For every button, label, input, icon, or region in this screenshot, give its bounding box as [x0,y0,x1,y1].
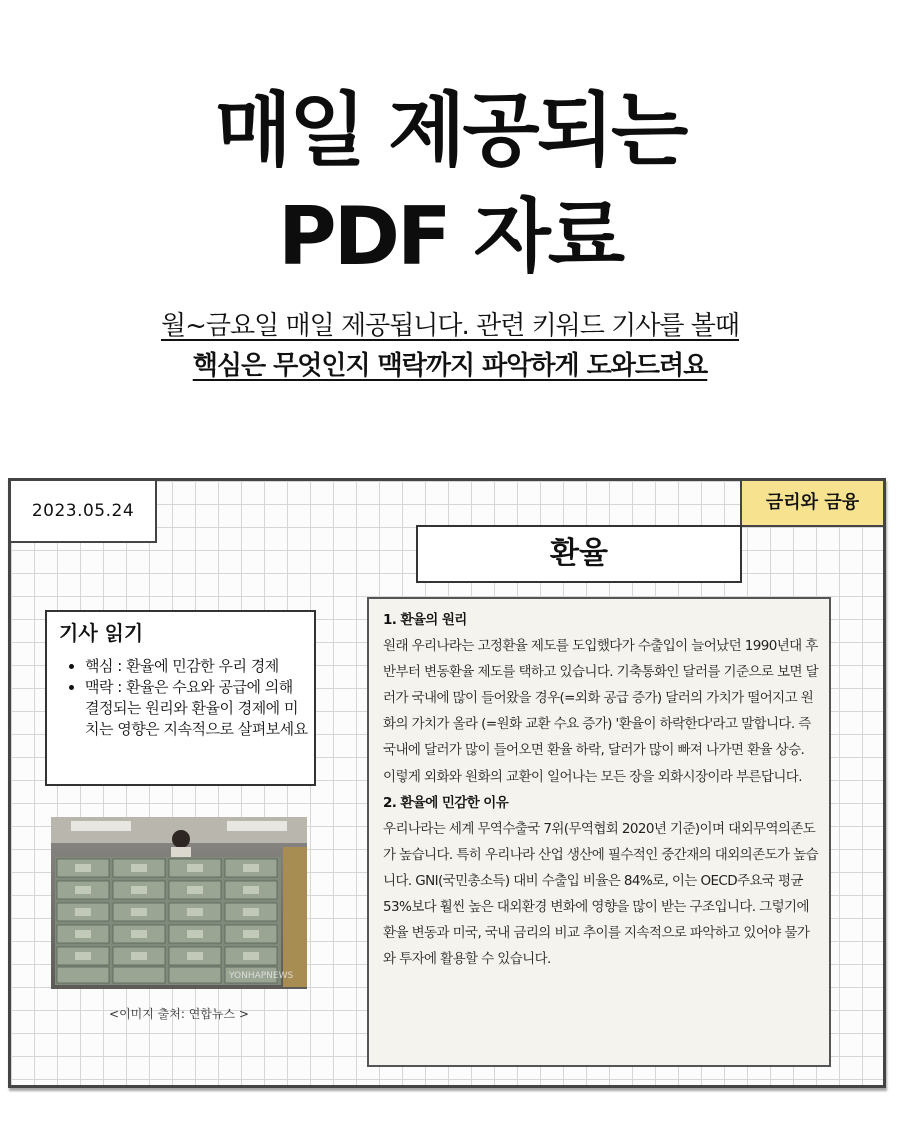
topic-title: 환율 [416,525,742,583]
photo-watermark: YONHAPNEWS [229,971,294,981]
hero-subtitle-line1: 월~금요일 매일 제공됩니다. 관련 키워드 기사를 볼때 [160,311,740,341]
hero-subtitle [0,306,900,386]
news-photo [51,817,307,989]
article-section1-paragraph1: 원래 우리나라는 고정환율 제도를 도입했다가 수출입이 늘어났던 1990년대 후반부터 변동환율 제도를 택하고 있습니다. 기축통화인 달러를 기준으로 보면 달러가 국내에 많이 들어왔을 경우(=외화 공급 증가) 달러의 가치가 떨어지고 원화의 가치가 올라 (=원화 교환 수요 증가) '환율이 하락한다'라고 말합니다. 즉 국내에 달러가 많이 들어오면 환율 하락, 달러가 많이 빠져 나가면 환율 상승. [383,638,819,759]
pdf-document-preview [8,478,886,1088]
summary-heading: 기사 읽기 [59,621,144,645]
summary-item-context: • 맥락 : 환율은 수요와 공급에 의해 결정되는 원리와 환율이 경제에 미치는 영향은 지속적으로 살펴보세요 [85,677,308,740]
article-section2-title: 2. 환율에 민감한 이유 [383,794,509,811]
article-body [367,597,831,1067]
hero-title-line2: PDF 자료 [277,190,623,283]
summary-item-core: • 핵심 : 환율에 민감한 우리 경제 [85,656,308,677]
article-section1-title: 1. 환율의 원리 [383,612,467,628]
article-section2-paragraph1: 우리나라는 세계 무역수출국 7위(무역협회 2020년 기준)이며 대외무역의존도가 높습니다. 특히 우리나라 산업 생산에 필수적인 중간재의 대외의존도가 높습니다. GNI(국민총소득) 대비 수출입 비율은 84%로, 이는 OECD주요국 평균 53%보다 훨씬 높은 대외환경 변화에 영향을 많이 받는 구조입니다. 그렇기에 환율 변동과 미국, 국내 금리의 비교 추이를 지속적으로 파악하고 있어야 물가와 투자에 활용할 수 있습니다. [383,820,819,968]
hero-title [0,78,900,290]
hero-title-line1: 매일 제공되는 [214,84,686,177]
hero-subtitle-line2: 핵심은 무엇인지 맥락까지 파악하게 도와드려요 [192,351,708,381]
article-section1-paragraph2: 이렇게 외화와 원화의 교환이 일어나는 모든 장을 외화시장이라 부른답니다. [383,768,802,785]
date-box: 2023.05.24 [11,481,157,543]
category-badge: 금리와 금융 [740,481,883,527]
summary-list [47,656,314,740]
summary-box [45,610,316,786]
photo-caption: <이미지 출처: 연합뉴스 > [109,1007,249,1021]
